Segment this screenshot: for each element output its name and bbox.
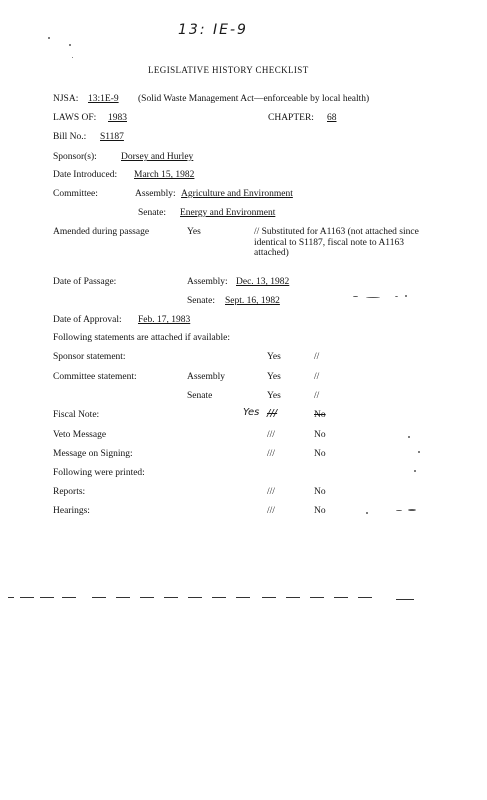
sponsors-value: Dorsey and Hurley	[121, 152, 194, 162]
hearings-mark: ///	[267, 506, 275, 516]
scan-speck	[395, 296, 398, 297]
scan-speck	[408, 436, 410, 438]
committee-statement-label: Committee statement:	[53, 372, 137, 382]
scan-speck	[414, 470, 416, 472]
fiscal-note-handwritten-yes: Yes	[243, 407, 260, 418]
scan-speck	[48, 37, 50, 39]
committee-assembly-value: Agriculture and Environment	[181, 189, 293, 199]
scan-speck	[366, 297, 380, 298]
statements-intro: Following statements are attached if available:	[53, 333, 231, 343]
veto-message-mark: ///	[267, 430, 275, 440]
committee-label: Committee:	[53, 189, 98, 199]
scan-speck	[408, 509, 416, 511]
chapter-label: CHAPTER:	[268, 113, 314, 123]
sponsor-statement-label: Sponsor statement:	[53, 352, 126, 362]
veto-message-no: No	[314, 430, 326, 440]
committee-statement-assembly-mark: //	[314, 372, 320, 382]
passage-label: Date of Passage:	[53, 277, 117, 287]
scan-speck	[405, 295, 407, 297]
printed-intro: Following were printed:	[53, 468, 145, 478]
scan-speck	[396, 510, 402, 511]
laws-of-value: 1983	[108, 113, 127, 123]
committee-statement-senate-yes: Yes	[267, 391, 281, 401]
hearings-no: No	[314, 506, 326, 516]
passage-senate-label: Senate:	[187, 296, 215, 306]
amended-answer: Yes	[187, 227, 201, 237]
sponsors-label: Sponsor(s):	[53, 152, 97, 162]
hearings-label: Hearings:	[53, 506, 90, 516]
scan-speck	[353, 296, 358, 297]
scan-speck	[366, 512, 368, 514]
reports-no: No	[314, 487, 326, 497]
scan-speck	[72, 57, 73, 58]
njsa-description: (Solid Waste Management Act—enforceable by local health)	[138, 94, 370, 104]
njsa-value: 13:1E-9	[88, 94, 119, 104]
sponsor-statement-yes: Yes	[267, 352, 281, 362]
date-introduced-value: March 15, 1982	[134, 170, 195, 180]
passage-assembly-label: Assembly:	[187, 277, 228, 287]
committee-statement-senate-mark: //	[314, 391, 320, 401]
message-on-signing-label: Message on Signing:	[53, 449, 133, 459]
committee-senate-label: Senate:	[138, 208, 166, 218]
checklist-title: LEGISLATIVE HISTORY CHECKLIST	[148, 65, 309, 75]
chapter-value: 68	[327, 113, 337, 123]
date-introduced-label: Date Introduced:	[53, 170, 118, 180]
sponsor-statement-mark: //	[314, 352, 320, 362]
bill-no-value: S1187	[100, 132, 124, 142]
committee-statement-assembly-yes: Yes	[267, 372, 281, 382]
message-on-signing-mark: ///	[267, 449, 275, 459]
amended-label: Amended during passage	[53, 227, 150, 237]
fiscal-note-label: Fiscal Note:	[53, 410, 100, 420]
approval-value: Feb. 17, 1983	[138, 315, 191, 325]
committee-senate-value: Energy and Environment	[180, 208, 276, 218]
handwritten-document-number: 13: IE-9	[178, 22, 248, 38]
scan-speck	[69, 44, 71, 46]
passage-assembly-value: Dec. 13, 1982	[236, 277, 290, 287]
fiscal-note-no: No	[314, 410, 326, 420]
committee-statement-assembly-label: Assembly	[187, 372, 225, 382]
amended-note: // Substituted for A1163 (not attached since identical to S1187, fiscal note to A1163 attached)	[254, 227, 419, 259]
veto-message-label: Veto Message	[53, 430, 107, 440]
njsa-label: NJSA:	[53, 94, 79, 104]
fiscal-note-mark: ///	[267, 408, 278, 419]
reports-label: Reports:	[53, 487, 86, 497]
passage-senate-value: Sept. 16, 1982	[225, 296, 280, 306]
committee-statement-senate-label: Senate	[187, 391, 213, 401]
committee-assembly-label: Assembly:	[135, 189, 176, 199]
laws-of-label: LAWS OF:	[53, 113, 97, 123]
message-on-signing-no: No	[314, 449, 326, 459]
approval-label: Date of Approval:	[53, 315, 122, 325]
reports-mark: ///	[267, 487, 275, 497]
scan-speck	[418, 451, 420, 453]
bill-no-label: Bill No.:	[53, 132, 87, 142]
